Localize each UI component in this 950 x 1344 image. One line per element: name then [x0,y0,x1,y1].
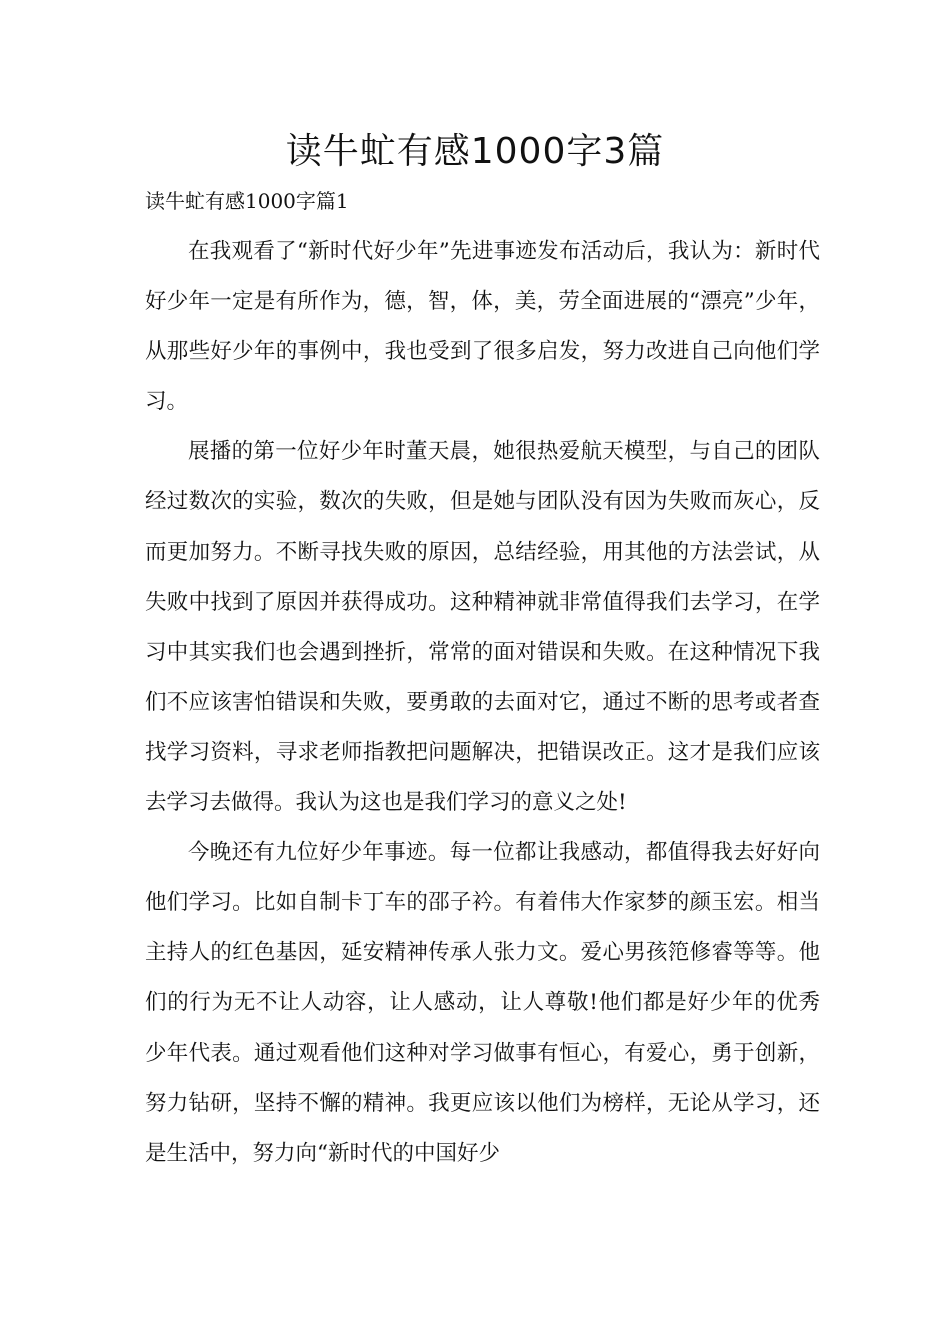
document-title: 读牛虻有感1000字3篇 [285,131,665,172]
paragraph-2: 展播的第一位好少年时董天晨，她很热爱航天模型，与自己的团队经过数次的实验，数次的失败，但是她与团队没有因为失败而灰心，反而更加努力。不断寻找失败的原因，总结经验，用其他的方法尝试，从失败中找到了原因并获得成功。这种精神就非常值得我们去学习，在学习中其实我们也会遇到挫折，常常的面对错误和失败。在这种情况下我们不应该害怕错误和失败，要勇敢的去面对它，通过不断的思考或者查找学习资料，寻求老师指教把问题解决，把错误改正。这才是我们应该去学习去做得。我认为这也是我们学习的意义之处! [145,439,820,816]
document-body [145,227,820,1179]
paragraph-3: 今晚还有九位好少年事迹。每一位都让我感动，都值得我去好好向他们学习。比如自制卡丁车的邵子衿。有着伟大作家梦的颜玉宏。相当主持人的红色基因，延安精神传承人张力文。爱心男孩笵修睿等等。他们的行为无不让人动容，让人感动，让人尊敬!他们都是好少年的优秀少年代表。通过观看他们这种对学习做事有恒心，有爱心，勇于创新，努力钻研，坚持不懈的精神。我更应该以他们为榜样，无论从学习，还是生活中，努力向“新时代的中国好少 [145,840,820,1166]
section-heading: 读牛虻有感1000字篇1 [145,189,349,213]
paragraph-1: 在我观看了“新时代好少年”先进事迹发布活动后，我认为：新时代好少年一定是有所作为，德，智，体，美，劳全面进展的“漂亮”少年，从那些好少年的事例中，我也受到了很多启发，努力改进自己向他们学习。 [145,239,820,415]
